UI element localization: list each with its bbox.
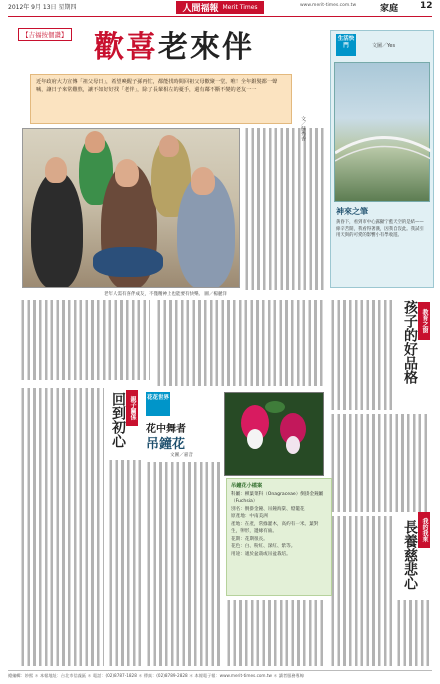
person-face [191, 167, 215, 195]
knitting-yarn [93, 247, 163, 277]
headline-black: 老來伴 [158, 30, 254, 65]
page-number: 12 [420, 1, 433, 11]
flower-info-line: 用途：適於盆栽或吊盆栽培。 [231, 551, 291, 557]
flower-author: 文圖／嘉音 [170, 453, 193, 458]
article-author: 文／蘇秀香 [300, 116, 306, 141]
masthead-title: 人間福報 [182, 4, 219, 14]
article-text-block [330, 300, 394, 410]
fuchsia-illustration [225, 393, 324, 476]
parenting-tag: 親子關係 [126, 390, 138, 426]
article-text-block [396, 600, 430, 666]
flower-title: 花中舞者 [146, 424, 186, 435]
issue-date: 2012年 9月 13日 星期四 [8, 4, 77, 11]
sidebar-photo [334, 62, 430, 202]
person-face [159, 135, 179, 157]
wisdom-tag: 我的我來 [418, 512, 430, 548]
flower-info-line: 科屬：柳葉菜科（Onagraceae）倒掛金鐘屬（Fuchsia） [231, 491, 324, 504]
flower-info-line: 別名：倒掛金鐘、吊鐘海棠、燈籠花 [231, 506, 305, 512]
main-photo [22, 128, 240, 288]
section-name: 家庭 [380, 4, 399, 14]
sidebar-author: 文圖／Yes [372, 43, 396, 49]
person-face [85, 131, 105, 153]
person-face [45, 157, 67, 183]
column-tag: 【吉福按個讚】 [18, 28, 72, 41]
intro-box: 近年政府大力宣傳「祖父母日」，希望喚醒子孫再忙，都能找時間回祖父母歡聚一堂。唯！全年銀髮都一聲喊，讓日子來常難熬，讓不如好好找「老伴」，除了長輩相左的憂手，還有鄰不斷不變的老友一一 [30, 74, 292, 124]
article-text-block [330, 516, 394, 666]
title-children-character: 孩子的好品格 [402, 300, 418, 384]
title-compassion: 長養慈悲心 [402, 520, 418, 590]
article-text-block [156, 300, 324, 386]
flower-info-box [226, 478, 332, 596]
flower-info-title: 吊鐘花小檔案 [231, 483, 263, 489]
header-divider [8, 16, 432, 17]
article-text-block [330, 414, 430, 512]
article-text-block [20, 300, 150, 380]
article-text-block [20, 388, 104, 666]
flower-tag: 花花世界 [146, 392, 170, 416]
title-return: 回到初心 [110, 392, 126, 448]
flower-info-line: 產地：在產，常綠灌木，高約有一米。葉對生，卵形，邊緣有齒。 [231, 521, 319, 534]
person-figure [31, 171, 83, 288]
flower-info-line: 花色：白、粉紅、深紅、紫等。 [231, 544, 296, 549]
person-face [115, 159, 139, 187]
sidebar-text: 黃昏下，看到市中心露顯宁藍天空的是結——條辛苦開，我看得著漢，因我自沒此。我試引用天與的可愛的影響小有學收遊。 [336, 220, 424, 239]
article-text-block [244, 128, 324, 290]
flower-subtitle: 吊鐘花 [146, 437, 186, 452]
flower-info-line: 花期：花期很長。 [231, 536, 268, 542]
article-text-block [108, 460, 142, 666]
sidebar-title: 神來之筆 [336, 206, 368, 216]
page-footer: 總編輯：妙熙 ＊ 本報地址：台北市信義區 ＊ 電話：(02)8787-1828 ＊ 傳真：(02)8789-2828 ＊ 本報電子報：www.merit-times.com.tw ＊ 讀者服務專線 [8, 670, 432, 679]
article-text-block [146, 462, 222, 666]
bridge-illustration [335, 63, 431, 203]
headline [94, 22, 254, 66]
masthead-english: Merit Times [222, 4, 258, 11]
flower-photo [224, 392, 324, 476]
sidebar-tag: 生活快門 [336, 34, 356, 56]
article-text-block [226, 600, 324, 666]
headline-red: 歡喜 [94, 30, 158, 65]
masthead-logo [176, 1, 264, 14]
education-tag: 教育之窗 [418, 302, 430, 340]
website-url: www.merit-times.com.tw [300, 3, 357, 8]
photo-caption: 老年人需有喜伴成友，不僅精神上也能要有快樂。 圖／楊麗洋 [104, 292, 227, 297]
flower-info-line: 原產地：中南美洲 [231, 514, 268, 519]
